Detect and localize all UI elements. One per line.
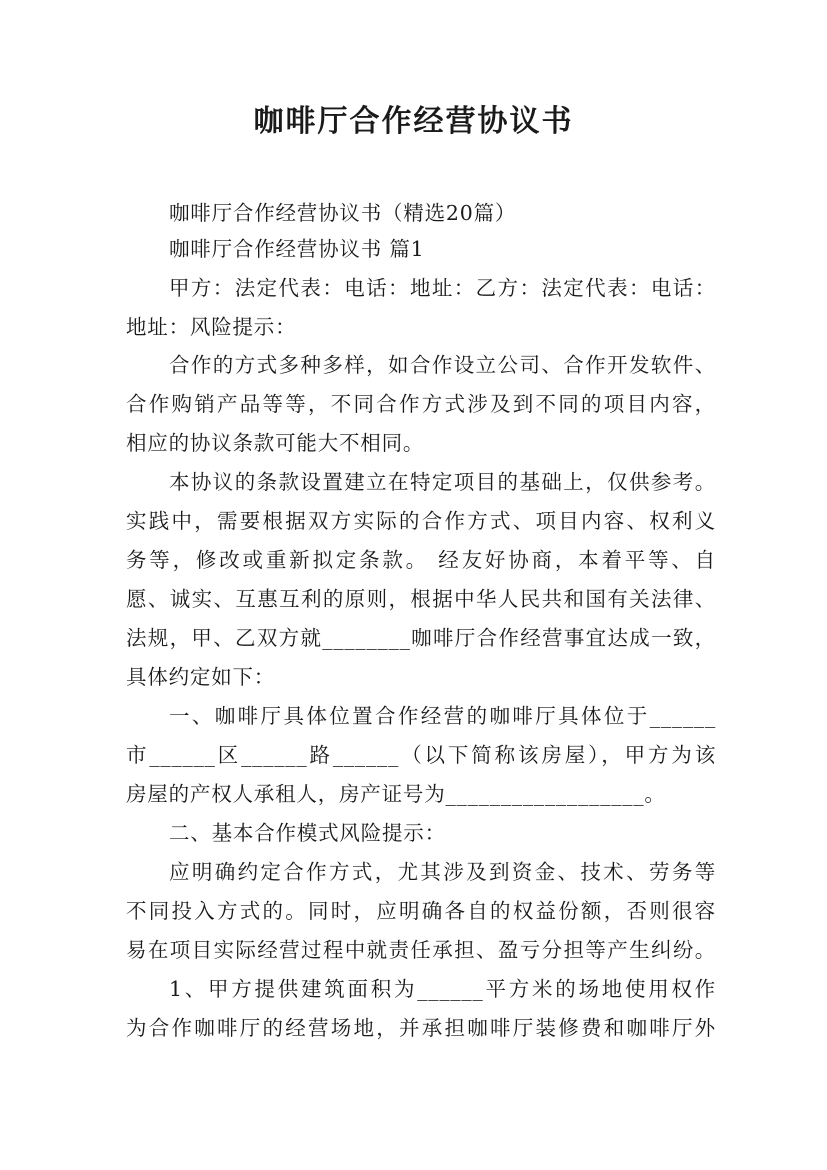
text-line: 一、咖啡厅具体位置合作经营的咖啡厅具体位于______ (169, 704, 716, 728)
text-line: 相应的协议条款可能大不相同。 (126, 431, 425, 455)
text-line: 咖啡厅合作经营协议书 篇1 (169, 237, 425, 261)
text-line: 合作购销产品等等，不同合作方式涉及到不同的项目内容， (126, 392, 716, 416)
document-title: 咖啡厅合作经营协议书 (253, 104, 574, 139)
text-line: 1、甲方提供建筑面积为______平方米的场地使用权作 (169, 977, 716, 1001)
text-line: 合作的方式多种多样，如合作设立公司、合作开发软件、 (169, 353, 716, 377)
text-line: 二、基本合作模式风险提示： (169, 821, 446, 845)
text-line: 务等，修改或重新拟定条款。 经友好协商，本着平等、自 (126, 548, 716, 572)
text-line: 地址：风险提示： (126, 315, 297, 339)
text-line: 房屋的产权人承租人，房产证号为__________________。 (126, 782, 666, 806)
text-line: 愿、诚实、互惠互利的原则，根据中华人民共和国有关法律、 (126, 587, 716, 611)
text-line: 具体约定如下： (126, 665, 276, 689)
text-line: 市______区______路______（以下简称该房屋），甲方为该 (126, 743, 716, 767)
text-line: 应明确约定合作方式，尤其涉及到资金、技术、劳务等 (169, 860, 716, 884)
text-line: 实践中，需要根据双方实际的合作方式、项目内容、权利义 (126, 509, 716, 533)
text-line: 甲方：法定代表：电话：地址：乙方：法定代表：电话： (169, 276, 716, 300)
text-line: 法规，甲、乙双方就________咖啡厅合作经营事宜达成一致， (126, 626, 716, 650)
text-line: 为合作咖啡厅的经营场地，并承担咖啡厅装修费和咖啡厅外 (126, 1016, 716, 1040)
text-line: 本协议的条款设置建立在特定项目的基础上，仅供参考。 (169, 470, 716, 494)
text-line: 咖啡厅合作经营协议书（精选20篇） (169, 201, 517, 225)
text-line: 易在项目实际经营过程中就责任承担、盈亏分担等产生纠纷。 (126, 938, 716, 962)
text-line: 不同投入方式的。同时，应明确各自的权益份额，否则很容 (126, 899, 716, 923)
